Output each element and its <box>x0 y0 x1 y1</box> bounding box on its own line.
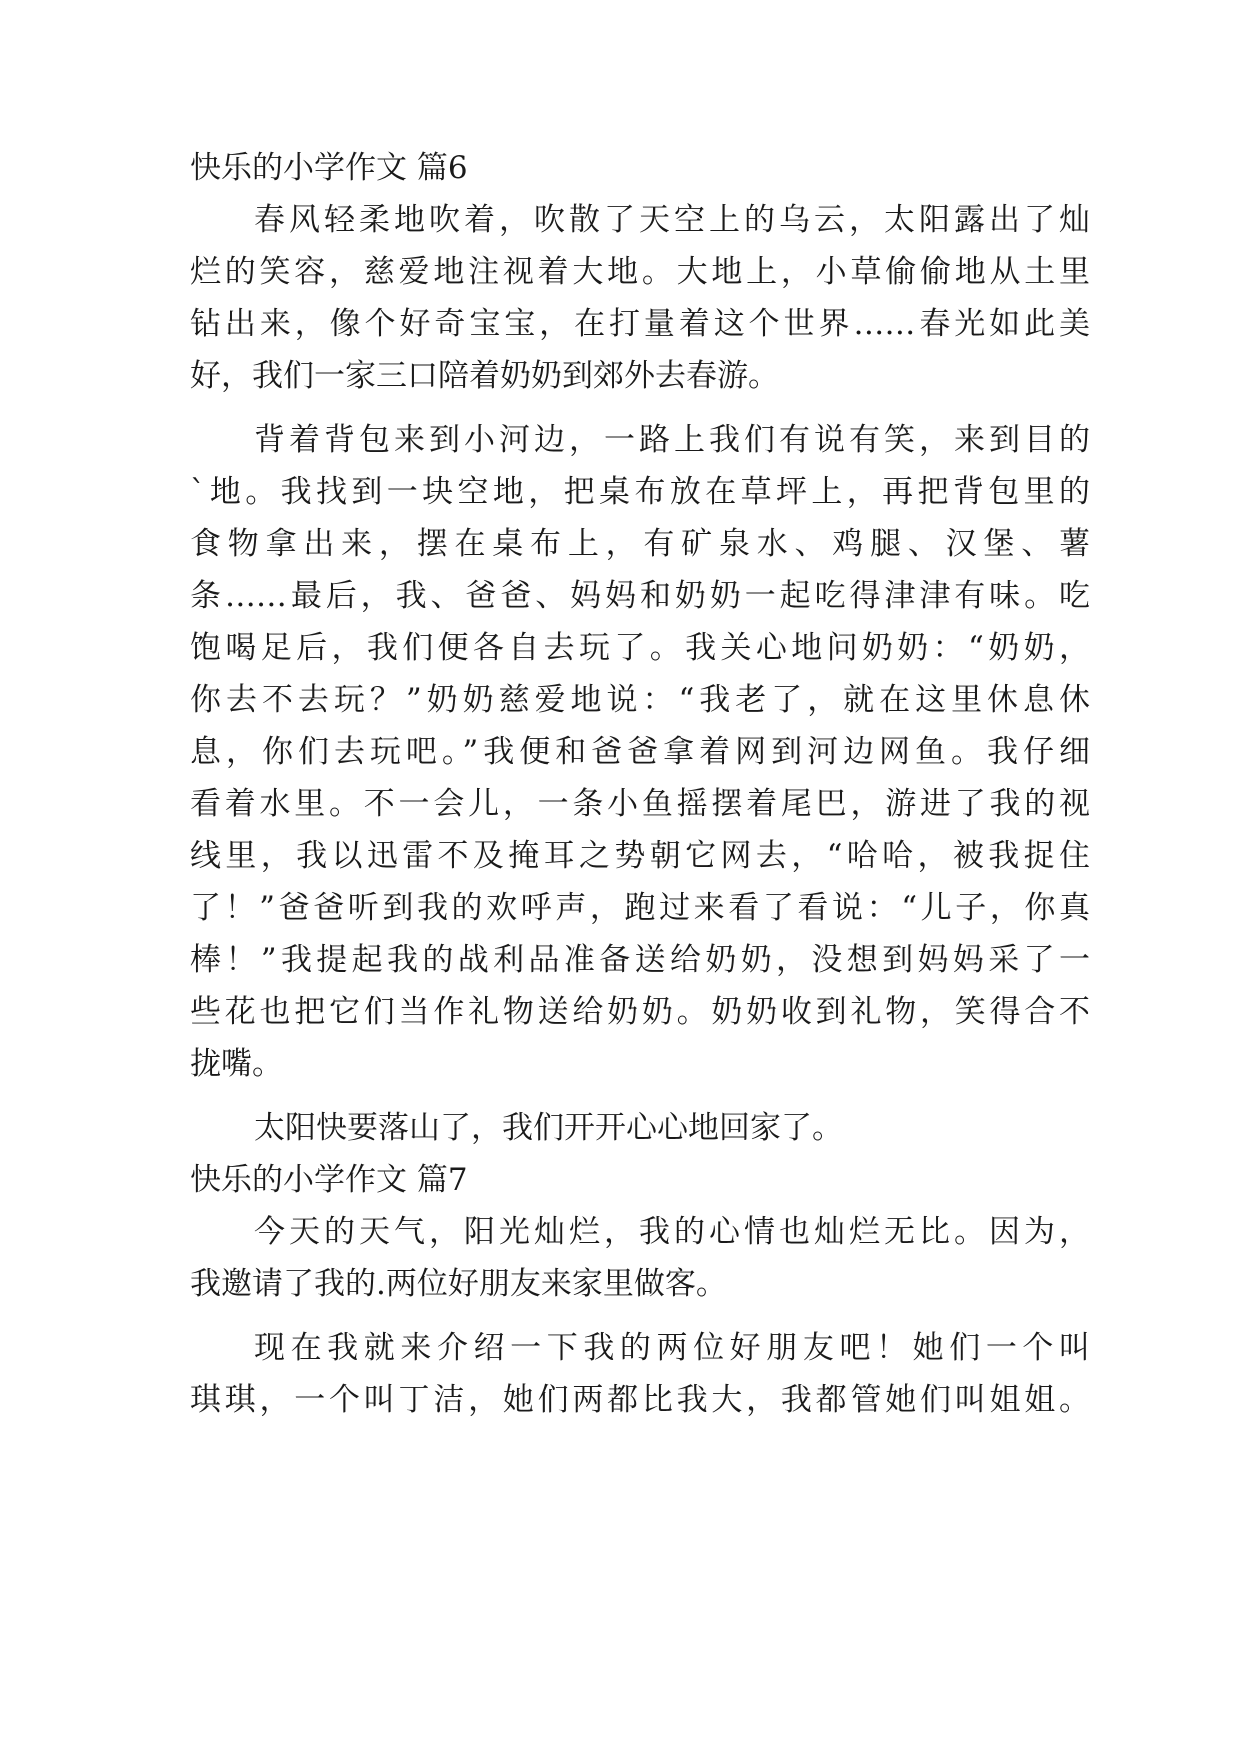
paragraph-line: 息，你们去玩吧。”我便和爸爸拿着网到河边网鱼。我仔细 <box>190 734 1090 770</box>
paragraph-line: 食物拿出来，摆在桌布上，有矿泉水、鸡腿、汉堡、薯 <box>190 526 1090 562</box>
paragraph-line: 今天的天气，阳光灿烂，我的心情也灿烂无比。因为， <box>254 1214 1090 1250</box>
paragraph-line: 了！”爸爸听到我的欢呼声，跑过来看了看说：“儿子，你真 <box>190 890 1090 926</box>
paragraph-line: 春风轻柔地吹着，吹散了天空上的乌云，太阳露出了灿 <box>254 202 1090 238</box>
paragraph-line: 拢嘴。 <box>190 1046 283 1082</box>
paragraph-line: 看着水里。不一会儿，一条小鱼摇摆着尾巴，游进了我的视 <box>190 786 1090 822</box>
paragraph-line: 饱喝足后，我们便各自去玩了。我关心地问奶奶：“奶奶， <box>190 630 1090 666</box>
paragraph-line: 现在我就来介绍一下我的两位好朋友吧！她们一个叫 <box>254 1330 1090 1366</box>
paragraph-line: 太阳快要落山了，我们开开心心地回家了。 <box>254 1110 843 1146</box>
section-heading: 快乐的小学作文 篇7 <box>190 1162 468 1198</box>
paragraph-line: `地。我找到一块空地，把桌布放在草坪上，再把背包里的 <box>190 474 1090 510</box>
paragraph-line: 我邀请了我的.两位好朋友来家里做客。 <box>190 1266 727 1302</box>
paragraph-line: 线里，我以迅雷不及掩耳之势朝它网去，“哈哈，被我捉住 <box>190 838 1090 874</box>
paragraph-line: 背着背包来到小河边，一路上我们有说有笑，来到目的 <box>254 422 1090 458</box>
paragraph-line: 烂的笑容，慈爱地注视着大地。大地上，小草偷偷地从土里 <box>190 254 1090 290</box>
paragraph-line: 琪琪，一个叫丁洁，她们两都比我大，我都管她们叫姐姐。 <box>190 1382 1090 1418</box>
section-heading: 快乐的小学作文 篇6 <box>190 150 468 186</box>
paragraph-line: 些花也把它们当作礼物送给奶奶。奶奶收到礼物，笑得合不 <box>190 994 1090 1030</box>
paragraph-line: 条……最后，我、爸爸、妈妈和奶奶一起吃得津津有味。吃 <box>190 578 1090 614</box>
paragraph-line: 钻出来，像个好奇宝宝，在打量着这个世界……春光如此美 <box>190 306 1090 342</box>
paragraph-line: 你去不去玩？”奶奶慈爱地说：“我老了，就在这里休息休 <box>190 682 1090 718</box>
paragraph-line: 棒！”我提起我的战利品准备送给奶奶，没想到妈妈采了一 <box>190 942 1090 978</box>
paragraph-line: 好，我们一家三口陪着奶奶到郊外去春游。 <box>190 358 779 394</box>
